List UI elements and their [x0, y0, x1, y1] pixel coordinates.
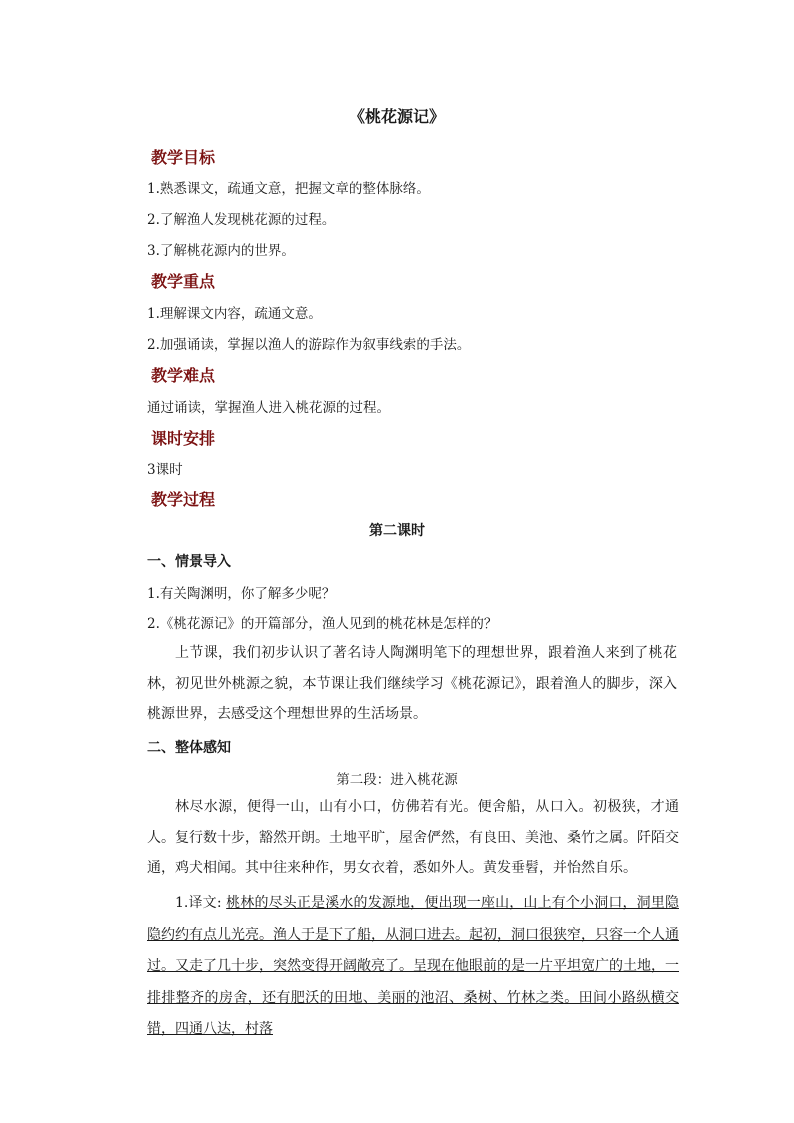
original-text-paragraph: 林尽水源，便得一山，山有小口，仿佛若有光。便舍船，从口入。初极狭，才通人。复行数十步，豁然开朗。土地平旷，屋舍俨然，有良田、美池、桑竹之属。阡陌交通，鸡犬相闻。其中往来种作，男女衣着，悉如外人。黄发垂髫，并怡然自乐。: [147, 799, 679, 876]
heading-key-points: 教学重点: [151, 272, 216, 291]
translation-label: 1.译文:: [175, 895, 222, 911]
heading-teaching-goals: 教学目标: [151, 148, 216, 167]
heading-situation-intro: 一、情景导入: [147, 554, 231, 570]
goal-item-2: 2.了解渔人发现桃花源的过程。: [147, 212, 336, 228]
goal-item-3: 3.了解桃花源内的世界。: [147, 243, 295, 259]
intro-question-2: 2.《桃花源记》的开篇部分，渔人见到的桃花林是怎样的？: [147, 616, 498, 632]
heading-schedule: 课时安排: [151, 429, 216, 448]
section-subtitle: 第二段：进入桃花源: [336, 772, 458, 788]
heading-overall-perception: 二、整体感知: [147, 740, 231, 756]
schedule-text: 3课时: [147, 462, 183, 478]
goal-item-1: 1.熟悉课文，疏通文意，把握文章的整体脉络。: [147, 181, 430, 197]
heading-difficulties: 教学难点: [151, 366, 216, 385]
heading-process: 教学过程: [151, 490, 216, 509]
key-point-item-1: 1.理解课文内容，疏通文意。: [147, 306, 322, 322]
key-point-item-2: 2.加强诵读，掌握以渔人的游踪作为叙事线索的手法。: [147, 337, 471, 353]
difficulties-text: 通过诵读，掌握渔人进入桃花源的过程。: [147, 400, 390, 416]
lesson-title: 第二课时: [369, 523, 425, 539]
translation-paragraph: [147, 888, 679, 1046]
intro-paragraph: 上节课，我们初步认识了著名诗人陶渊明笔下的理想世界，跟着渔人来到了桃花林，初见世外桃源之貌，本节课让我们继续学习《桃花源记》，跟着渔人的脚步，深入桃源世界，去感受这个理想世界的生活场景。: [147, 645, 677, 722]
document-title: 《桃花源记》: [348, 107, 445, 126]
translation-text: 桃林的尽头正是溪水的发源地，便出现一座山，山上有个小洞口，洞里隐隐约约有点儿光亮。渔人于是下了船，从洞口进去。起初，洞口很狭窄，只容一个人通过。又走了几十步，突然变得开阔敞亮了。呈现在他眼前的是一片平坦宽广的土地，一排排整齐的房舍，还有肥沃的田地、美丽的池沼、桑树、竹林之类。田间小路纵横交错，四通八达，村落: [147, 895, 679, 1037]
intro-question-1: 1.有关陶渊明，你了解多少呢？: [147, 586, 336, 602]
